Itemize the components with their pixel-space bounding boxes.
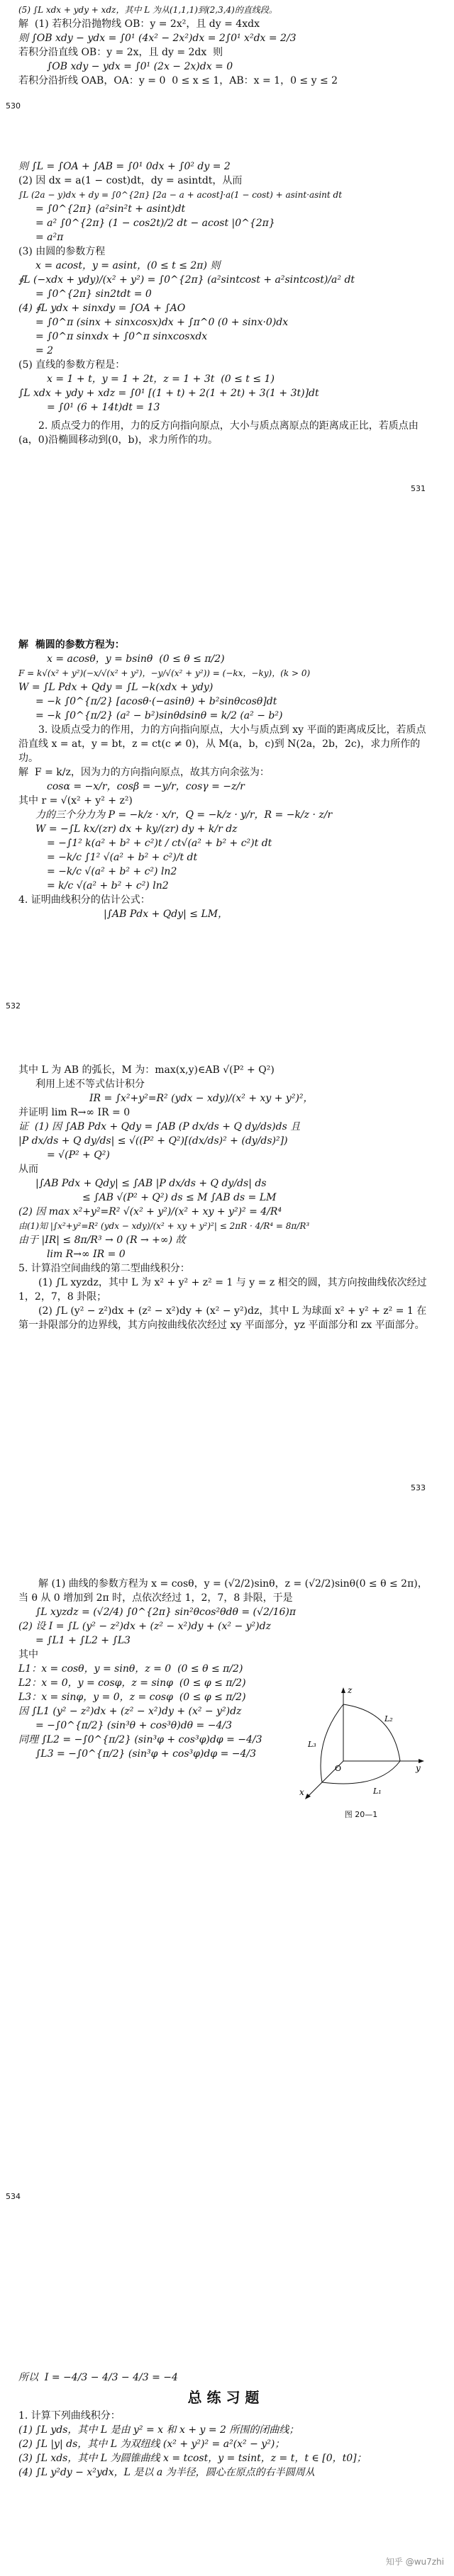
page-number: 534 bbox=[6, 2192, 21, 2201]
problem-statement: (1) ∫L xyzdz，其中 L 为 x² + y² + z² = 1 与 y = z 相交的圆，其方向按曲线依次经过 1，2，7，8 卦限； bbox=[18, 1277, 427, 1303]
formula-line: (2) 设 I = ∫L (y² − z²)dx + (z² − x²)dy + (x² − y²)dz bbox=[18, 1621, 271, 1632]
text-line: 其中 r = √(x² + y² + z²) bbox=[18, 795, 133, 806]
text-line: 解 椭圆的参数方程为： bbox=[18, 639, 125, 651]
formula-line: ∫L3 = −∫0^{π/2} (sin³φ + cos³φ)dφ = −4/3 bbox=[35, 1748, 257, 1760]
formula-line: lim R→∞ IR = 0 bbox=[47, 1249, 126, 1260]
formula-line: cosα = −x/r，cosβ = −y/r，cosγ = −z/r bbox=[47, 781, 245, 792]
origin-label: O bbox=[335, 1764, 342, 1773]
page-number: 533 bbox=[411, 1483, 426, 1492]
formula-line: = −k ∫0^{π/2} (a² − b²)sinθdsinθ = k/2 (a² − b²) bbox=[35, 710, 283, 721]
formula-line: = a² ∫0^{2π} (1 − cos2t)/2 dt − acost |0^{2π} bbox=[35, 218, 275, 229]
formula-line: = −k/c √(a² + b² + c²) ln2 bbox=[47, 866, 177, 877]
text-line: (3) 由圆的参数方程 bbox=[18, 246, 106, 257]
formula-line: = −k ∫0^{π/2} [acosθ·(−asinθ) + b²sinθcosθ]dt bbox=[35, 696, 277, 707]
formula-line: ∫L (2a − y)dx + dy = ∫0^{2π} [2a − a + acost]·a(1 − cost) + asint·asint dt bbox=[18, 190, 343, 200]
text-line: 其中 L 为 AB 的弧长，M 为：max(x,y)∈AB √(P² + Q²) bbox=[18, 1064, 275, 1076]
formula-line: 所以 I = −4/3 − 4/3 − 4/3 = −4 bbox=[18, 2372, 178, 2383]
curve-label-l3: L₃ bbox=[308, 1740, 316, 1749]
formula-line: W = −∫L kx/(zr) dx + ky/(zr) dy + k/r dz bbox=[35, 823, 238, 835]
formula-line: = a²π bbox=[35, 232, 64, 243]
axis-label-x: x bbox=[299, 1787, 304, 1797]
text-line: 解 (1) 若积分沿抛物线 OB：y = 2x²，且 dy = 4xdx bbox=[18, 18, 260, 30]
formula-line: = −∫0^{π/2} (sin³θ + cos³θ)dθ = −4/3 bbox=[35, 1720, 232, 1731]
section-6 bbox=[0, 2370, 454, 2480]
axis-label-y: y bbox=[416, 1763, 421, 1773]
text-line: 并证明 lim R→∞ IR = 0 bbox=[18, 1107, 131, 1118]
formula-line: (4) ∮L ydx + sinxdy = ∫OA + ∫AO bbox=[18, 303, 186, 314]
formula-line: = −∫1² k(a² + b² + c²)t / ct√(a² + b² + c²)t dt bbox=[47, 838, 272, 849]
formula-line: ∫OB xdy − ydx = ∫0¹ (2x − 2x)dx = 0 bbox=[47, 61, 233, 72]
section-3 bbox=[0, 638, 454, 921]
exercise-line: (3) ∫L xds，其中 L 为圆锥曲线 x = tcost，y = tsint，z = t，t ∈ [0，t0]； bbox=[18, 2453, 367, 2464]
section-heading: 总 练 习 题 bbox=[187, 2389, 260, 2406]
formula-line: ≤ ∫AB √(P² + Q²) ds ≤ M ∫AB ds = LM bbox=[82, 1192, 277, 1203]
text-line: 4. 证明曲线积分的估计公式： bbox=[18, 894, 150, 906]
section-4 bbox=[0, 1063, 454, 1332]
exercise-line: (2) ∫L |y| ds，其中 L 为双纽线 (x² + y²)² = a²(x² − y²)； bbox=[18, 2439, 285, 2450]
text-line: 若积分沿折线 OAB，OA：y = 0 0 ≤ x ≤ 1，AB：x = 1，0 ≤ y ≤ 2 bbox=[18, 75, 338, 86]
section-1 bbox=[0, 0, 454, 88]
formula-line: 则 ∫L = ∫OA + ∫AB = ∫0¹ 0dx + ∫0² dy = 2 bbox=[18, 161, 231, 172]
formula-line: = −k/c ∫1² √(a² + b² + c²)/t dt bbox=[47, 852, 198, 863]
formula-line: = √(P² + Q²) bbox=[47, 1149, 110, 1161]
problem-statement: 2. 质点受力的作用，力的反方向指向原点，大小与质点离原点的距离成正比，若质点由(a，0)沿椭圆移动到(0，b)，求力所作的功。 bbox=[18, 420, 419, 446]
formula-line: x = 1 + t，y = 1 + 2t，z = 1 + 3t (0 ≤ t ≤ 1) bbox=[47, 373, 275, 385]
figure-octant-boundary bbox=[294, 1683, 428, 1819]
formula-line: L2：x = 0，y = cosφ，z = sinφ (0 ≤ φ ≤ π/2) bbox=[18, 1677, 246, 1689]
formula-line: ∫L xyzdz = (√2/4) ∫0^{2π} sin²θcos²θdθ = (√2/16)π bbox=[35, 1607, 297, 1618]
problem-statement: (2) ∫L (y² − z²)dx + (z² − x²)dy + (x² − y²)dz，其中 L 为球面 x² + y² + z² = 1 在第一卦限部分的边界线，其方向按曲线依次经过 xy 平面部分，yz 平面部分和 zx 平面部分。 bbox=[18, 1305, 427, 1331]
text-line: (5) 直线的参数方程是： bbox=[18, 359, 126, 371]
formula-line: 因 ∫L1 (y² − z²)dx + (z² − x²)dy + (x² − y²)dz bbox=[18, 1706, 242, 1717]
formula-line: 同理 ∫L2 = −∫0^{π/2} (sin³φ + cos³φ)dφ = −4/3 bbox=[18, 1734, 262, 1745]
text-paragraph: 解 (1) 曲线的参数方程为 x = cosθ，y = (√2/2)sinθ，z = (√2/2)sinθ(0 ≤ θ ≤ 2π)，当 θ 从 0 增加到 2π 时，点依次经过 1，2，7，8 卦限，于是 bbox=[18, 1578, 428, 1604]
formula-line: x = acost，y = asint，(0 ≤ t ≤ 2π) 则 bbox=[35, 260, 221, 271]
page-number: 531 bbox=[411, 484, 426, 493]
formula-line: |∫AB Pdx + Qdy| ≤ ∫AB |P dx/ds + Q dy/ds| ds bbox=[35, 1178, 267, 1189]
text-line: 其中 bbox=[18, 1649, 38, 1660]
formula-line: 由于 |IR| ≤ 8π/R³ → 0 (R → +∞) 故 bbox=[18, 1234, 186, 1246]
formula-line: 证 (1) 因 ∫AB Pdx + Qdy = ∫AB (P dx/ds + Q dy/ds)ds 且 bbox=[18, 1121, 301, 1132]
exercise-line: (1) ∫L yds，其中 L 是由 y² = x 和 x + y = 2 所围的闭曲线； bbox=[18, 2424, 299, 2436]
formula-line: L3：x = sinφ，y = 0，z = cosφ (0 ≤ φ ≤ π/2) bbox=[18, 1692, 246, 1703]
formula-line: ∮L (−xdx + ydy)/(x² + y²) = ∫0^{2π} (a²sintcost + a²sintcost)/a² dt bbox=[18, 274, 355, 286]
formula-line: = ∫0^{2π} sin2tdt = 0 bbox=[35, 288, 152, 300]
text-line: 1. 计算下列曲线积分： bbox=[18, 2410, 121, 2422]
page-number: 530 bbox=[6, 101, 21, 111]
formula-line: ∫L xdx + ydy + xdz = ∫0¹ [(1 + t) + 2(1 + 2t) + 3(1 + 3t)]dt bbox=[18, 388, 319, 399]
formula-line: W = ∫L Pdx + Qdy = ∫L −k(xdx + ydy) bbox=[18, 682, 214, 693]
formula-line: F = k√(x² + y²)(−x/√(x² + y²)，−y/√(x² + y²)) = (−kx，−ky)，(k > 0) bbox=[18, 668, 311, 678]
formula-line: (2) 因 max x²+y²=R² √(x² + y²)/(x² + xy + y²)² = 4/R⁴ bbox=[18, 1206, 282, 1217]
text-line: (5) ∫L xdx + ydy + xdz，其中 L 为从(1,1,1)到(2,3,4)的直线段。 bbox=[18, 5, 277, 15]
formula-line: = ∫0^π sinxdx + ∫0^π sinxcosxdx bbox=[35, 331, 208, 342]
problem-statement: 3. 设质点受力的作用，力的方向指向原点，大小与质点到 xy 平面的距离成反比，若质点沿直线 x = at，y = bt，z = ct(c ≠ 0)，从 M(a，b，c)到 N(2a，2b，2c)，求力所作的功。 bbox=[18, 724, 426, 764]
text-line: 从而 bbox=[18, 1164, 38, 1175]
scanned-page: (5) ∫L xdx + ydy + xdz，其中 L 为从(1,1,1)到(2,3,4)的直线段。 解 (1) 若积分沿抛物线 OB：y = 2x²，且 dy = 4xdx 则 ∫OB xdy − ydx = ∫0¹ (4x² − 2x²)dx = 2∫0¹ x²dx = 2/3 若积分沿直线 OB：y = 2x，且 dy = 2dx 则 ∫OB xdy − ydx = ∫0¹ (2x − 2x)dx = 0 若积分沿折线 OAB，OA：y = 0 0 ≤ x ≤ 1，AB：x = 1，0 ≤ y ≤ 2 530 则 ∫L = ∫OA + ∫AB = ∫0¹ 0dx + ∫0² dy = 2 (2) 因 dx = a(1 − cost)dt，dy = asintdt，从而 ∫L (2a − y)dx + dy = ∫0^{2π} [2a − a + acost]·a(1 − cost) + asint·asint dt = ∫0^{2π} (a²sin²t + asint)dt = a² ∫0^{2π} (1 − cos2t)/2 dt − acost |0^{2π} = a²π (3) 由圆的参数方程 x = acost，y = asint，(0 ≤ t ≤ 2π) 则 ∮L (−xdx + ydy)/(x² + y²) = ∫0^{2π} (a²sintcost + a²sintcost)/a² dt = ∫0^{2π} sin2tdt = 0 (4) ∮L ydx + sinxdy = ∫OA + ∫AO = ∫0^π (sinx + sinxcosx)dx + ∫π^0 (0 + sinx·0)dx = ∫0^π sinxdx + ∫0^π sinxcosxdx = 2 (5) 直线的参数方程是： x = 1 + t，y = 1 + 2t，z = 1 + 3t (0 ≤ t ≤ 1) ∫L xdx + ydy + xdz = ∫0¹ [(1 + t) + 2(1 + 2t) + 3(1 + 3t)]dt = ∫0¹ (6 + 14t)dt = 13 2. 质点受力的作用，力的反方向指向原点，大小与质点离原点的距离成正比，若质点由(a，0)沿椭圆移动到(0，b)，求力所作的功。 531 解 椭圆的参数方程为： x = acosθ，y = bsinθ (0 ≤ θ ≤ π/2) F = k√(x² + y²)(−x/√(x² + y²)，−y/√(x² + y²)) = (−kx，−ky)，(k > 0) W = ∫L Pdx + Qdy = ∫L −k(xdx + ydy) = −k ∫0^{π/2} [acosθ·(−asinθ) + b²sinθcosθ]dt = −k ∫0^{π/2} (a² − b²)sinθdsinθ = k/2 (a² − b²) 3. 设质点受力的作用，力的方向指向原点，大小与质点到 xy 平面的距离成反比，若质点沿直线 x = at，y = bt，z = ct(c ≠ 0)，从 M(a，b，c)到 N(2a，2b，2c)，求力所作的功。 解 F = k/z，因为力的方向指向原点，故其方向余弦为： cosα = −x/r，cosβ = −y/r，cosγ = −z/r 其中 r = √(x² + y² + z²) 力的三个分力为 P = −k/z · x/r，Q = −k/z · y/r，R = −k/z · z/r W = −∫L kx/(zr) dx + ky/(zr) dy + k/r dz = −∫1² k(a² + b² + c²)t / ct√(a² + b² + c²)t dt = −k/c ∫1² √(a² + b² + c²)/t dt = −k/c √(a² + b² + c²) ln2 = k/c √(a² + b² + c²) ln2 4. 证明曲线积分的估计公式： |∫AB Pdx + Qdy| ≤ LM， 532 其中 L 为 AB 的弧长，M 为：max(x,y)∈AB √(P² + Q²) 利用上述不等式估计积分 IR = ∫x²+y²=R² (ydx − xdy)/(x² + xy + y²)²， 并证明 lim R→∞ IR = 0 证 (1) 因 ∫AB Pdx + Qdy = ∫AB (P dx/ds + Q dy/ds)ds 且 |P dx/ds + Q dy/ds| ≤ √((P² + Q²)[(dx/ds)² + (dy/ds)²]) = √(P² + Q²) 从而 |∫AB Pdx + Qdy| ≤ ∫AB |P dx/ds + Q dy/ds| ds ≤ ∫AB √(P² + Q²) ds ≤ M ∫AB ds = LM (2) 因 max x²+y²=R² √(x² + y²)/(x² + xy + y²)² = 4/R⁴ 由(1)知 |∫x²+y²=R² (ydx − xdy)/(x² + xy + y²)²| ≤ 2πR · 4/R⁴ = 8π/R³ 由于 |IR| ≤ 8π/R³ → 0 (R → +∞) 故 lim R→∞ IR = 0 5. 计算沿空间曲线的第二型曲线积分： (1) ∫L xyzdz，其中 L 为 x² + y² + z² = 1 与 y = z 相交的圆，其方向按曲线依次经过 1，2，7，8 卦限； (2) ∫L (y² − z²)dx + (z² − x²)dy + (x² − y²)dz，其中 L 为球面 x² + y² + z² = 1 在第一卦限部分的边界线，其方向按曲线依次经过 xy 平面部分，yz 平面部分和 zx 平面部分。 533 解 (1) 曲线的参数方程为 x = cosθ，y = (√2/2)sinθ，z = (√2/2)sinθ(0 ≤ θ ≤ 2π)，当 θ 从 0 增加到 2π 时，点依次经过 1，2，7，8 卦限，于是 ∫L xyzdz = (√2/4) ∫0^{2π} sin²θcos²θdθ = (√2/16)π (2) 设 I = ∫L (y² − z²)dx + (z² − x²)dy + (x² − y²)dz = ∫L1 + ∫L2 + ∫L3 其中 L1：x = cosθ，y = sinθ，z = 0 (0 ≤ θ ≤ π/2) L2：x = 0，y = cosφ，z = sinφ (0 ≤ φ ≤ π/2) L3：x = sinφ，y = 0，z = cosφ (0 ≤ φ ≤ π/2) 因 ∫L1 (y² − z²)dx + (z² − x²)dy + (x² − y²)dz = −∫0^{π/2} (sin³θ + cos³θ)dθ = −4/3 同理 ∫L2 = −∫0^{π/2} (sin³φ + cos³φ)dφ = −4/3 ∫L3 = −∫0^{π/2} (sin³φ + cos³φ)dφ = −4/3 z y x O L₁ L₂ L₃ 图 20—1 534 所以 I = −4/3 − 4/3 − 4/3 = −4 总 练 习 题 1. 计算下列曲线积分： (1) ∫L yds，其中 L 是由 y² = x 和 x + y = 2 所围的闭曲线； (2) ∫L |y| ds，其中 L 为双纽线 (x² + y²)² = a²(x² − y²)； (3) ∫L xds，其中 L 为圆锥曲线 x = tcost，y = tsint，z = t，t ∈ [0，t0]； (4) ∫L y²dy − x²ydx，L 是以 a 为半径，圆心在原点的右半圆周从 知乎 @wu7zhi bbox=[0, 0, 454, 88]
octant-diagram bbox=[294, 1683, 428, 1804]
axis-label-z: z bbox=[348, 1685, 353, 1695]
formula-line: 则 ∫OB xdy − ydx = ∫0¹ (4x² − 2x²)dx = 2∫0¹ x²dx = 2/3 bbox=[18, 33, 297, 44]
formula-line: IR = ∫x²+y²=R² (ydx − xdy)/(x² + xy + y²)²， bbox=[89, 1093, 314, 1104]
exercise-line: (4) ∫L y²dy − x²ydx，L 是以 a 为半径，圆心在原点的右半圆周从 bbox=[18, 2467, 315, 2478]
formula-line: L1：x = cosθ，y = sinθ，z = 0 (0 ≤ θ ≤ π/2) bbox=[18, 1663, 243, 1675]
formula-line: 由(1)知 |∫x²+y²=R² (ydx − xdy)/(x² + xy + y²)²| ≤ 2πR · 4/R⁴ = 8π/R³ bbox=[18, 1221, 310, 1231]
formula-line: = ∫L1 + ∫L2 + ∫L3 bbox=[35, 1635, 131, 1646]
text-line: 5. 计算沿空间曲线的第二型曲线积分： bbox=[18, 1263, 190, 1274]
curve-label-l2: L₂ bbox=[384, 1714, 393, 1723]
text-line: (2) 因 dx = a(1 − cost)dt，dy = asintdt，从而 bbox=[18, 175, 243, 186]
curve-label-l1: L₁ bbox=[373, 1787, 382, 1796]
formula-line: = ∫0¹ (6 + 14t)dt = 13 bbox=[47, 402, 160, 413]
formula-line: x = acosθ，y = bsinθ (0 ≤ θ ≤ π/2) bbox=[47, 653, 225, 665]
formula-line: = 2 bbox=[35, 345, 54, 356]
text-line: 若积分沿直线 OB：y = 2x，且 dy = 2dx 则 bbox=[18, 47, 223, 58]
formula-line: 力的三个分力为 P = −k/z · x/r，Q = −k/z · y/r，R = −k/z · z/r bbox=[35, 809, 333, 821]
text-line: 利用上述不等式估计积分 bbox=[35, 1079, 145, 1090]
formula-line: |P dx/ds + Q dy/ds| ≤ √((P² + Q²)[(dx/ds)² + (dy/ds)²]) bbox=[18, 1135, 288, 1147]
formula-line: = ∫0^π (sinx + sinxcosx)dx + ∫π^0 (0 + sinx·0)dx bbox=[35, 317, 289, 328]
section-2 bbox=[0, 159, 454, 447]
formula-line: = k/c √(a² + b² + c²) ln2 bbox=[47, 880, 169, 892]
figure-caption: 图 20—1 bbox=[344, 1810, 378, 1819]
formula-line: = ∫0^{2π} (a²sin²t + asint)dt bbox=[35, 203, 186, 215]
formula-line: |∫AB Pdx + Qdy| ≤ LM， bbox=[104, 909, 228, 920]
page-number: 532 bbox=[6, 1001, 21, 1011]
text-line: 解 F = k/z，因为力的方向指向原点，故其方向余弦为： bbox=[18, 767, 270, 778]
